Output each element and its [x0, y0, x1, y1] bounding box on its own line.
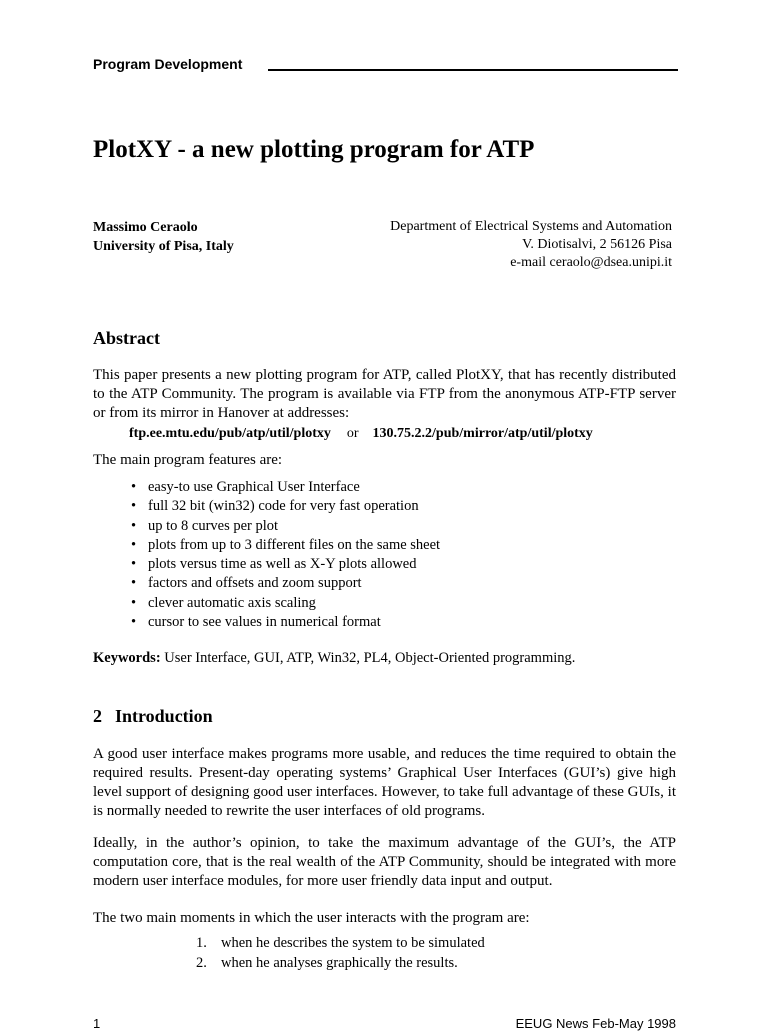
- keywords: [93, 649, 676, 668]
- feature-text: factors and offsets and zoom support: [148, 575, 362, 592]
- section-title: Introduction: [115, 706, 213, 726]
- moment-number: 2.: [196, 955, 207, 971]
- feature-item: [93, 594, 440, 613]
- feature-item: [93, 478, 440, 497]
- affiliation-department: Department of Electrical Systems and Automation: [390, 219, 672, 234]
- feature-item: [93, 574, 440, 593]
- publication-footer: EEUG News Feb-May 1998: [515, 1016, 676, 1031]
- feature-text: cursor to see values in numerical format: [148, 614, 381, 631]
- bullet-icon: •: [131, 517, 137, 534]
- affiliation-block: [390, 218, 672, 272]
- moment-text: when he describes the system to be simulated: [221, 935, 485, 951]
- introduction-paragraph-2: Ideally, in the author’s opinion, to take the maximum advantage of the GUI’s, the ATP computation core, that is the real wealth of the ATP Community, should be integrated with more modern user interface modules, for more user friendly data input and output.: [93, 835, 676, 889]
- header-rule: [268, 69, 678, 71]
- keywords-text: User Interface, GUI, ATP, Win32, PL4, Object-Oriented programming.: [164, 650, 576, 666]
- abstract-paragraph: This paper presents a new plotting program for ATP, called PlotXY, that has recently distributed to the ATP Community. The program is available via FTP from the anonymous ATP-FTP server or from its mirror in Hanover at addresses:: [93, 367, 676, 421]
- feature-item: [93, 613, 440, 632]
- affiliation-address: V. Diotisalvi, 2 56126 Pisa: [522, 237, 672, 252]
- abstract-heading: Abstract: [93, 328, 160, 348]
- section-label: Program Development: [93, 56, 243, 72]
- feature-text: up to 8 curves per plot: [148, 517, 279, 534]
- moment-item: [196, 954, 485, 974]
- moment-number: 1.: [196, 935, 207, 951]
- page-number: 1: [93, 1016, 101, 1031]
- moments-list: [196, 934, 485, 974]
- bullet-icon: •: [131, 498, 137, 515]
- feature-text: clever automatic axis scaling: [148, 594, 316, 611]
- introduction-paragraph-3: The two main moments in which the user interacts with the program are:: [93, 910, 530, 926]
- feature-text: plots from up to 3 different files on the same sheet: [148, 536, 441, 553]
- bullet-icon: •: [131, 536, 137, 553]
- bullet-icon: •: [131, 556, 137, 573]
- feature-item: [93, 536, 440, 555]
- section-number: 2: [93, 706, 102, 726]
- bullet-icon: •: [131, 575, 137, 592]
- feature-text: full 32 bit (win32) code for very fast operation: [148, 498, 419, 515]
- ftp-primary-address: ftp.ee.mtu.edu/pub/atp/util/plotxy: [129, 426, 331, 441]
- bullet-icon: •: [131, 479, 137, 495]
- feature-item: [93, 555, 440, 574]
- feature-text: easy-to use Graphical User Interface: [148, 479, 360, 495]
- keywords-label: Keywords:: [93, 650, 161, 666]
- author-block: [93, 218, 234, 256]
- bullet-icon: •: [131, 614, 137, 631]
- features-intro: The main program features are:: [93, 452, 283, 468]
- feature-item: [93, 497, 440, 516]
- affiliation-email: e-mail ceraolo@dsea.unipi.it: [510, 255, 672, 270]
- ftp-or: or: [346, 426, 359, 441]
- moment-item: [196, 934, 485, 954]
- ftp-mirror-address: 130.75.2.2/pub/mirror/atp/util/plotxy: [372, 426, 593, 441]
- feature-text: plots versus time as well as X-Y plots allowed: [148, 556, 417, 573]
- author-name: Massimo Ceraolo: [93, 220, 198, 235]
- introduction-paragraph-1: A good user interface makes programs more usable, and reduces the time required to obtain the required results. Present-day operating systems’ Graphical User Interfaces (GUI’s) give high level support of designing good user interfaces. However, to take full advantage of these GUIs, it is normally needed to rewrite the user interfaces of old programs.: [93, 746, 676, 819]
- features-list: [93, 478, 440, 632]
- bullet-icon: •: [131, 594, 137, 611]
- moment-text: when he analyses graphically the results.: [221, 955, 458, 971]
- introduction-heading: [93, 705, 213, 727]
- ftp-addresses: [129, 424, 593, 443]
- paper-title: PlotXY - a new plotting program for ATP: [93, 136, 535, 163]
- author-institution: University of Pisa, Italy: [93, 239, 234, 254]
- feature-item: [93, 517, 440, 536]
